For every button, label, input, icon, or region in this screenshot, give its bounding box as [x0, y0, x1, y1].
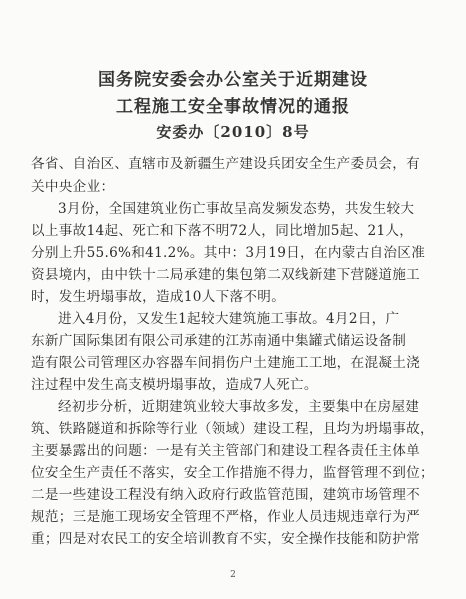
body-line: 规范；三是施工现场安全管理不严格，作业人员违规违章行为严 — [31, 509, 421, 525]
body-line: 分别上升55.6%和41.2%。其中：3月19日，在内蒙古自治区准 — [31, 245, 426, 261]
body-line: 重；四是对农民工的安全培训教育不实，安全操作技能和防护常 — [31, 531, 421, 547]
body-line: 3月份，全国建筑业伤亡事故呈高发频发态势，共发生较大 — [58, 201, 415, 217]
body-line: 时，发生坍塌事故，造成10人下落不明。 — [31, 289, 286, 305]
body-line: 关中央企业： — [31, 179, 115, 195]
document-title-line-2: 工程施工安全事故情况的通报 — [116, 97, 350, 117]
body-line: 进入4月份，又发生1起较大建筑施工事故。4月2日，广 — [58, 311, 400, 327]
document-title-line-1: 国务院安委会办公室关于近期建设 — [98, 70, 368, 90]
document-number: 安委办〔2010〕8号 — [156, 123, 310, 141]
body-line: 注过程中发生高支模坍塌事故，造成7人死亡。 — [31, 377, 318, 393]
body-line: 造有限公司管理区办容器车间捐伤户土建施工工地，在混凝土浇 — [31, 355, 421, 371]
body-line: 以上事故14起、死亡和下落不明72人，同比增加5起、21人， — [31, 223, 414, 239]
body-line: 经初步分析，近期建筑业较大事故多发，主要集中在房屋建 — [58, 399, 420, 415]
body-line: 筑、铁路隧道和拆除等行业（领域）建设工程，且均为坍塌事故， — [31, 421, 434, 437]
body-line: 二是一些建设工程没有纳入政府行政监管范围，建筑市场管理不 — [31, 487, 421, 503]
body-line: 东新广国际集团有限公司承建的江苏南通中集罐式储运设备制 — [31, 333, 407, 349]
page-number: 2 — [230, 570, 236, 580]
body-line: 各省、自治区、直辖市及新疆生产建设兵团安全生产委员会，有 — [31, 156, 421, 172]
body-line: 主要暴露出的问题：一是有关主管部门和建设工程各责任主体单 — [31, 443, 421, 459]
body-line: 位安全生产责任不落实，安全工作措施不得力，监督管理不到位； — [31, 465, 434, 481]
body-line: 资县境内，由中铁十二局承建的集包第二双线新建下营隧道施工 — [31, 267, 421, 283]
